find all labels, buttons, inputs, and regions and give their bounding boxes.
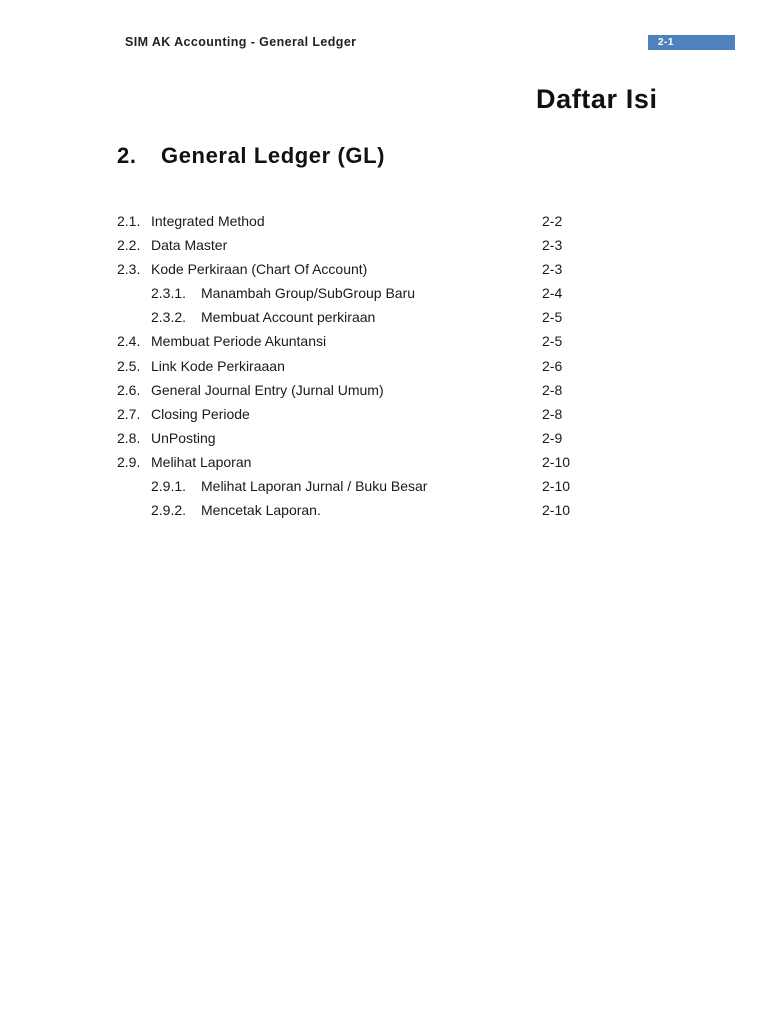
toc-entry-label: Kode Perkiraan (Chart Of Account) (151, 261, 368, 278)
toc-entry-page: 2-9 (542, 429, 563, 446)
toc-entry-page: 2-3 (542, 237, 563, 254)
toc-subentry[interactable] (117, 281, 597, 305)
toc-entry-number: 2.7. (117, 405, 141, 422)
chapter-name: General Ledger (GL) (161, 143, 386, 168)
chapter-number: 2. (117, 143, 137, 168)
toc-entry-label: Integrated Method (151, 213, 265, 229)
toc-entry[interactable] (117, 378, 597, 402)
toc-entry-number: 2.9.1. (151, 478, 187, 495)
toc-entry-number: 2.9. (117, 453, 141, 470)
toc-entry-label: UnPosting (151, 429, 216, 446)
toc-entry-label: General Journal Entry (Jurnal Umum) (151, 381, 384, 398)
document-header-title: SIM AK Accounting - General Ledger (125, 35, 357, 49)
toc-entry[interactable] (117, 402, 597, 426)
toc-entry-number: 2.4. (117, 333, 141, 350)
toc-entry-page: 2-4 (542, 285, 563, 302)
toc-entry-number: 2.8. (117, 429, 141, 446)
toc-entry-page: 2-3 (542, 261, 563, 278)
toc-entry[interactable] (117, 329, 597, 353)
toc-entry-page: 2-10 (542, 478, 571, 495)
toc-entry-label: Membuat Periode Akuntansi (151, 333, 327, 350)
toc-entry-number: 2.3. (117, 261, 141, 278)
toc-entry[interactable] (117, 257, 597, 281)
toc-entry-page: 2-10 (542, 453, 571, 470)
page-number-badge: 2-1 (648, 35, 735, 50)
toc-entry-page: 2-5 (542, 309, 563, 326)
toc-entry-label: Mencetak Laporan. (201, 502, 321, 519)
toc-entry-number: 2.6. (117, 381, 141, 398)
toc-entry-label: Closing Periode (151, 405, 250, 422)
toc-entry-page: 2-10 (542, 502, 571, 519)
toc-entry[interactable] (117, 450, 597, 474)
toc-entry-label: Link Kode Perkiraaan (151, 357, 285, 374)
toc-subentry[interactable] (117, 305, 597, 329)
toc-entry-number: 2.9.2. (151, 502, 187, 519)
toc-entry-label: Manambah Group/SubGroup Baru (201, 285, 416, 302)
toc-entry-number: 2.3.2. (151, 309, 187, 326)
toc-entry-label: Membuat Account perkiraan (201, 309, 376, 326)
toc-entry-page: 2-6 (542, 357, 563, 374)
toc-entry-label: Melihat Laporan Jurnal / Buku Besar (201, 478, 428, 495)
chapter-title (117, 143, 385, 169)
toc-list (117, 209, 597, 522)
toc-entry-number: 2.1. (117, 213, 141, 229)
toc-subentry[interactable] (117, 474, 597, 498)
toc-subentry[interactable] (117, 498, 597, 522)
toc-entry[interactable] (117, 209, 597, 233)
toc-entry[interactable] (117, 233, 597, 257)
toc-entry-number: 2.2. (117, 237, 141, 254)
toc-entry-page: 2-8 (542, 381, 563, 398)
toc-heading: Daftar Isi (536, 84, 658, 114)
toc-entry-page: 2-8 (542, 405, 563, 422)
toc-entry-number: 2.5. (117, 357, 141, 374)
toc-entry-label: Data Master (151, 237, 228, 254)
toc-entry-page: 2-5 (542, 333, 563, 350)
toc-entry[interactable] (117, 354, 597, 378)
toc-entry[interactable] (117, 426, 597, 450)
toc-entry-label: Melihat Laporan (151, 453, 252, 470)
toc-entry-page: 2-2 (542, 213, 563, 229)
toc-entry-number: 2.3.1. (151, 285, 187, 302)
